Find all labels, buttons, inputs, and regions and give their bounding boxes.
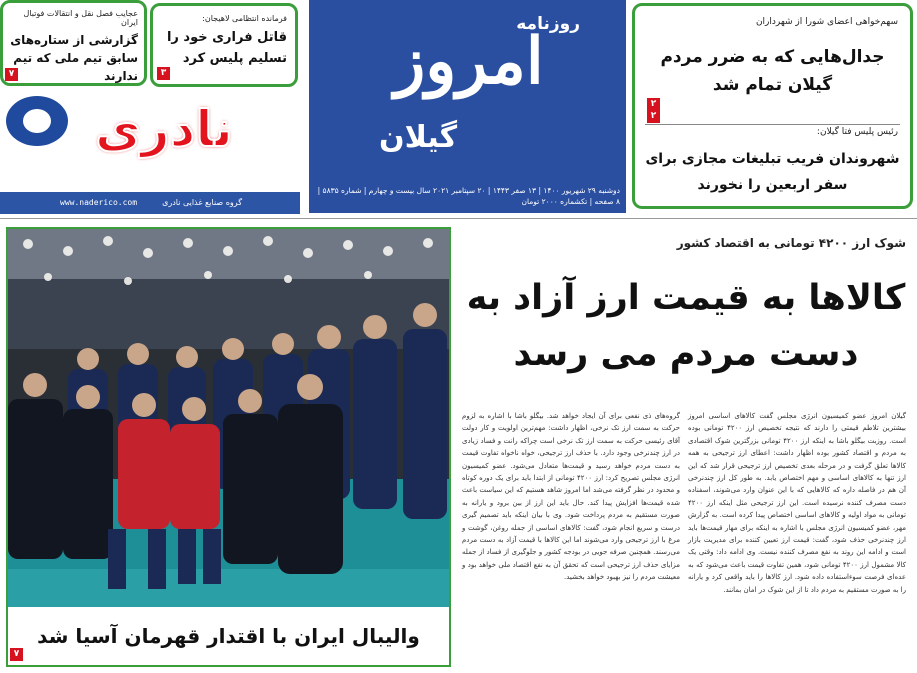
ad-website-link[interactable]: www.naderico.com xyxy=(60,198,138,207)
teaser-police[interactable] xyxy=(150,3,298,87)
section-divider xyxy=(0,218,917,219)
advertisement-banner[interactable] xyxy=(0,92,300,214)
ad-footer-band xyxy=(0,192,300,214)
masthead-subtitle: گیلان xyxy=(379,120,458,155)
council-kicker: سهم‌خواهی اعضای شورا از شهرداران xyxy=(755,17,898,27)
ad-brand-name: نادری xyxy=(95,100,233,158)
team-photo-image xyxy=(8,229,449,665)
teaser-football-title[interactable]: گزارشی از ستاره‌های سابق تیم ملی که تیم ندارند xyxy=(10,33,138,83)
divider xyxy=(645,124,900,125)
top-right-headlines xyxy=(632,3,913,209)
ad-company-name: گروه صنایع غذایی نادری xyxy=(162,198,242,207)
page-number-badge: ۲ xyxy=(647,98,660,111)
masthead-dateline: دوشنبه ۲۹ شهریور ۱۴۰۰ | ۱۳ صفر ۱۴۴۳ | ۲۰ سپتامبر ۲۰۲۱ سال بیست و چهارم | شماره ۵۸۳۵ | ۸ صفحه | تکشماره ۲۰۰۰ تومان xyxy=(317,186,620,206)
lead-story-body-column: گیلان امروز عضو کمیسیون انرژی مجلس گفت کالاهای اساسی امروز بیشترین تلاطم قیمتی را دارند که نتیجه تخصیص ارز ۴۲۰۰ تومانی بوده است. روزبت بیگلو باشا به اینکه ارز ۴۲۰۰ تومانی بزرگترین شوک اقتصادی به مردم و اقتصاد کشور بوده اظهار داشت: اعطای ارز ترجیحی به همه کالاها تعلق گرفت و در مرحله بعدی تخصیص ارز ترجیحی قرار شد که این ارز تنها به کالاهای اساسی و مهم اختصاص یابد. به طور کل ارز چندنرخی آن هم در فاصله داره که کالاهایی که با این عنوان وارد می‌شوند، اسفناده دست مصرف کننده نرسیده است. این ارز ترجیحی مثل اینکه ارز ۴۲۰۰ تومانی به مواد اولیه و کالاهای اساسی اختصاص پیدا کرده است. به گزارش مهر، عضو کمیسیون انرژی مجلس با اشاره به اینکه برای مهار قیمت‌ها باید ارز چندنرخی حذف شود، گفت: قیمت ارز تعیین کننده برای مدیریت بازار است و ادامه این روند به نفع مصرف کننده نیست. وی ادامه داد: وقتی یک کالا مشمول ارز ۴۲۰۰ تومانی شود، همین تفاوت قیمت باعث می‌شود که به عده‌ای فرصت سوءاستفاده داده شود. ارز کالاها را باید واقعی کرد و یارانه را به صورت مستقیم به مردم داد تا از این شوک در امان بمانند. xyxy=(688,412,907,594)
page-number-badge: ۳ xyxy=(157,67,170,80)
page-number-badge: ۲ xyxy=(647,110,660,123)
ad-panel xyxy=(0,92,300,192)
volleyball-team-photo[interactable] xyxy=(6,227,451,667)
lead-story-headline[interactable]: کالاها به قیمت ارز آزاد به دست مردم می رسد xyxy=(466,278,906,374)
lead-story-kicker: شوک ارز ۴۲۰۰ تومانی به اقتصاد کشور xyxy=(676,236,906,250)
cyber-police-headline[interactable]: شهروندان فریب تبلیغات مجازی برای سفر اربعین را نخورند xyxy=(645,151,900,193)
council-headline[interactable]: جدال‌هایی که به ضرر مردم گیلان تمام شد xyxy=(660,47,885,95)
lead-story-body-column: گروه‌های ذی نفعی برای آن ایجاد خواهد شد. بیگلو باشا با اشاره به لزوم حرکت به سمت ارز تک نرخی، اظهار داشت: مهم‌ترین اولویت و کار دولت آقای رئیسی حرکت به سمت ارز تک نرخی است چراکه رانت و فساد زیادی در ارز چندنرخی وجود دارد. با حذف ارز ترجیحی، خواه ناخواه تفاوت قیمت به دست مردم خواهد رسید و قیمت‌ها متعادل می‌شود. عضو کمیسیون انرژی مجلس تصریح کرد: ارز ۴۲۰۰ تومانی از ابتدا باید برای یک دوره کوتاه و محدود در نظر گرفته می‌شد اما امروز شاهد هستیم که این سیاست باعث شده قیمت‌ها افزایش پیدا کند. حال باید این ارز از بین برود و یارانه به صورت مستقیم به مردم پرداخت شود. وی با بیان اینکه باید تصمیم گیری درست و سریع انجام شود، گفت: کالاهای اساسی از جمله روغن، گوشت و مرغ با ارز ترجیحی وارد می‌شوند اما این کالاها با قیمت آزاد به دست مردم می‌رسند. همچنین صرفه جویی در بودجه کشور و جلوگیری از فساد از جمله مزایای حذف ارز ترجیحی است که تحقق آن به نفع اقتصاد ملی خواهد بود و معیشت مردم را نیز بهبود خواهد بخشید. xyxy=(462,412,681,582)
lead-story xyxy=(460,226,912,673)
teaser-football[interactable] xyxy=(0,0,147,86)
teaser-police-title[interactable]: قاتل فراری خود را تسلیم پلیس کرد xyxy=(166,30,287,66)
masthead-logo: امروز xyxy=(394,24,544,99)
brand-emblem-icon xyxy=(6,96,68,146)
teaser-police-kicker: فرمانده انتظامی لاهیجان: xyxy=(202,14,287,23)
teaser-football-kicker: عجایب فصل نقل و انتقالات فوتبال ایران xyxy=(23,9,138,27)
photo-caption[interactable]: والیبال ایران با اقتدار قهرمان آسیا شد xyxy=(8,607,449,665)
masthead-kicker: روزنامه xyxy=(516,14,580,34)
page-number-badge: ۷ xyxy=(10,648,23,661)
page-number-badge: ۷ xyxy=(5,68,18,81)
masthead xyxy=(309,0,626,213)
cyber-police-kicker: رئیس پلیس فتا گیلان: xyxy=(816,127,898,137)
